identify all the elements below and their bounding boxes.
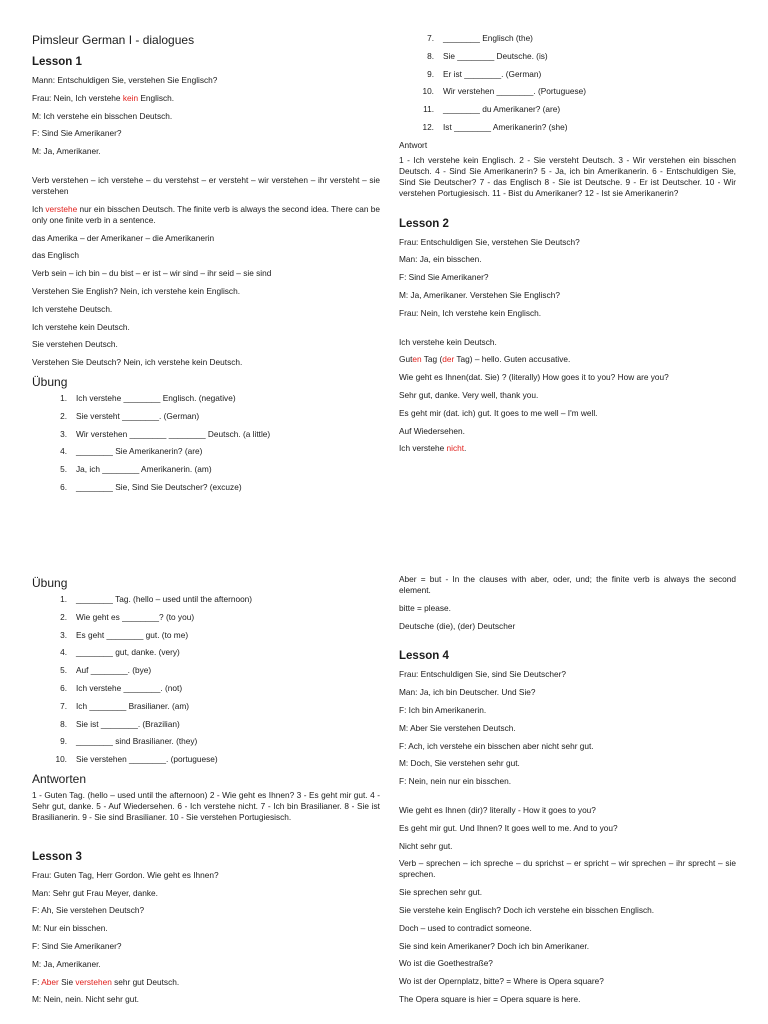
highlight-word: en xyxy=(412,354,422,365)
exercise-list xyxy=(32,393,380,493)
note-line: Wie geht es Ihnen(dat. Sie) ? (literally) How goes it to you? How are you? xyxy=(399,372,669,383)
exercise-item xyxy=(49,612,380,623)
page2-right-column xyxy=(399,574,736,1012)
note-line: bitte = please. xyxy=(399,602,451,613)
note-line: das Englisch xyxy=(32,250,80,261)
dialog-line xyxy=(32,93,380,104)
dialog-line: Frau: Entschuldigen Sie, sind Sie Deutscher? xyxy=(399,669,566,680)
highlight-word: verstehen xyxy=(75,976,112,987)
document-page-2 xyxy=(0,568,768,1024)
exercise-item xyxy=(49,594,380,605)
dialog-line: M: Ich verstehe ein bisschen Deutsch. xyxy=(32,110,173,121)
highlight-word: verstehe xyxy=(45,203,78,214)
note-line: Auf Wiedersehen. xyxy=(399,425,465,436)
note-line: Wo ist die Goethestraße? xyxy=(399,958,493,969)
exercise-item xyxy=(416,104,736,115)
exercise-item xyxy=(416,122,736,133)
note-line: The Opera square is hier = Opera square is here. xyxy=(399,993,581,1004)
exercise-text: Ich ________ Brasilianer. (am) xyxy=(76,700,189,711)
text-span: Tag ( xyxy=(421,354,443,365)
text-span: Sie xyxy=(58,976,76,987)
finite-verb-note xyxy=(32,204,380,226)
exercise-text: ________ Englisch (the) xyxy=(443,33,533,43)
note-line: Deutsche (die), (der) Deutscher xyxy=(399,620,516,631)
exercise-text: Auf ________. (bye) xyxy=(76,665,152,676)
page1-right-column xyxy=(399,33,736,461)
exercise-text: ________ Sie Amerikanerin? (are) xyxy=(76,446,203,457)
exercise-item xyxy=(416,51,736,62)
exercise-item xyxy=(49,719,380,730)
guten-tag-note xyxy=(399,354,736,365)
exercise-text: Sie ________ Deutsche. (is) xyxy=(443,50,548,61)
note-line: Wie geht es Ihnen (dir)? literally - How it goes to you? xyxy=(399,804,596,815)
note-line: Es geht mir (dat. ich) gut. It goes to me well – I'm well. xyxy=(399,407,598,418)
exercise-item xyxy=(416,69,736,80)
exercise-text: ________ sind Brasilianer. (they) xyxy=(76,736,198,747)
exercise-number: 2. xyxy=(60,611,67,622)
exercise-number: 9. xyxy=(427,68,434,79)
dialog-line: Man: Ja, ein bisschen. xyxy=(399,254,482,265)
exercise-number: 5. xyxy=(60,665,67,676)
dialog-line: F: Ach, ich verstehe ein bisschen aber nicht sehr gut. xyxy=(399,740,594,751)
exercise-item xyxy=(416,33,736,44)
dialog-line: M: Ja, Amerikaner. xyxy=(32,146,101,157)
exercise-item xyxy=(49,701,380,712)
text-span: Tag) – hello. Guten accusative. xyxy=(454,354,571,365)
dialog-line: M: Ja, Amerikaner. Verstehen Sie Englisch? xyxy=(399,289,560,300)
text-span: Ich xyxy=(32,203,46,214)
exercise-item xyxy=(49,464,380,475)
note-line: Sie verstehe kein Englisch? Doch ich verstehe ein bisschen Englisch. xyxy=(399,904,655,915)
answer-text: 1 - Guten Tag. (hello – used until the afternoon) 2 - Wie geht es Ihnen? 3 - Es geht mir gut. 4 - Sehr gut, danke. 5 - Auf Wiedersehen. 6 - Ich verstehe nicht. 7 - Ich bin Brasilianer. 8 - Sie ist Brasilianerin. 9 - Sie sind Brasilianer. 10 - Sie verstehen Portugiesisch. xyxy=(32,789,380,822)
document-title: Pimsleur German I - dialogues xyxy=(32,33,195,47)
text-span: nur ein bisschen Deutsch. The finite verb is always the second idea. There can be only one finite verb in a sentence. xyxy=(32,203,381,225)
note-line: Verstehen Sie English? Nein, ich verstehe kein Englisch. xyxy=(32,285,241,296)
dialog-line: F: Ich bin Amerikanerin. xyxy=(399,704,487,715)
exercise-text: Ich verstehe ________. (not) xyxy=(76,682,183,693)
highlight-word: der xyxy=(442,354,455,365)
exercise-number: 2. xyxy=(60,410,67,421)
exercise-item xyxy=(49,630,380,641)
exercise-number: 8. xyxy=(60,718,67,729)
lesson-2-heading: Lesson 2 xyxy=(399,217,449,230)
answer-label: Antwort xyxy=(399,139,428,150)
exercise-number: 3. xyxy=(60,428,67,439)
dialog-line xyxy=(32,977,380,988)
exercise-item xyxy=(49,411,380,422)
highlight-word: nicht xyxy=(446,443,465,454)
exercise-item xyxy=(49,736,380,747)
exercise-item xyxy=(49,393,380,404)
exercise-number: 5. xyxy=(60,464,67,475)
exercise-item xyxy=(49,665,380,676)
exercise-item xyxy=(49,482,380,493)
dialog-line: F: Sind Sie Amerikaner? xyxy=(399,272,489,283)
dialog-line: M: Nur ein bisschen. xyxy=(32,923,108,934)
exercise-text: Wir verstehen ________. (Portuguese) xyxy=(443,86,586,97)
note-line: Nicht sehr gut. xyxy=(399,840,453,851)
text-span: . xyxy=(464,443,467,454)
exercise-text: Ja, ich ________ Amerikanerin. (am) xyxy=(76,464,212,475)
dialog-line: M: Aber Sie verstehen Deutsch. xyxy=(399,722,516,733)
note-line: Sehr gut, danke. Very well, thank you. xyxy=(399,389,539,400)
dialog-line: F: Ah, Sie verstehen Deutsch? xyxy=(32,905,145,916)
exercise-item xyxy=(49,429,380,440)
exercise-list xyxy=(32,594,380,765)
note-line: Verb sein – ich bin – du bist – er ist – wir sind – ihr seid – sie sind xyxy=(32,268,272,279)
note-line: Sie verstehen Deutsch. xyxy=(32,339,118,350)
dialog-line: F: Sind Sie Amerikaner? xyxy=(32,940,122,951)
note-line: Verstehen Sie Deutsch? Nein, ich verstehe kein Deutsch. xyxy=(32,357,243,368)
exercise-text: ________ Sie, Sind Sie Deutscher? (excuze) xyxy=(76,481,242,492)
dialog-line: Frau: Entschuldigen Sie, verstehen Sie Deutsch? xyxy=(399,236,580,247)
verb-conjugation-note: Verb verstehen – ich verstehe – du verstehst – er versteht – wir verstehen – ihr versteht – sie verstehen xyxy=(32,174,380,196)
exercise-number: 7. xyxy=(427,33,434,43)
exercise-item xyxy=(49,647,380,658)
exercise-number: 9. xyxy=(60,736,67,747)
dialog-line: Frau: Guten Tag, Herr Gordon. Wie geht es Ihnen? xyxy=(32,869,219,880)
exercise-number: 1. xyxy=(60,392,67,403)
exercise-text: Er ist ________. (German) xyxy=(443,68,542,79)
exercise-number: 12. xyxy=(422,121,434,132)
dialog-line: Frau: Nein, Ich verstehe kein Englisch. xyxy=(399,307,542,318)
exercise-number: 1. xyxy=(60,594,67,604)
note-line: Doch – used to contradict someone. xyxy=(399,922,532,933)
exercise-number: 7. xyxy=(60,700,67,711)
note-line: Ich verstehe kein Deutsch. xyxy=(399,336,497,347)
lesson-3-heading: Lesson 3 xyxy=(32,850,82,863)
exercise-text: Wir verstehen ________ ________ Deutsch. (a little) xyxy=(76,428,271,439)
note-line: Sie sind kein Amerikaner? Doch ich bin Amerikaner. xyxy=(399,940,590,951)
exercise-text: ________ Tag. (hello – used until the afternoon) xyxy=(76,594,253,604)
exercise-number: 3. xyxy=(60,629,67,640)
exercise-number: 10. xyxy=(422,86,434,97)
exercise-text: Ich verstehe ________ Englisch. (negative) xyxy=(76,392,236,403)
note-line: das Amerika – der Amerikaner – die Amerikanerin xyxy=(32,232,215,243)
dialog-line: M: Doch, Sie verstehen sehr gut. xyxy=(399,758,520,769)
text-span: Ich verstehe xyxy=(399,443,447,454)
exercise-number: 4. xyxy=(60,446,67,457)
page1-left-column xyxy=(32,33,380,500)
note-line: Sie sprechen sehr gut. xyxy=(399,887,483,898)
dialog-line: M: Ja, Amerikaner. xyxy=(32,958,101,969)
answer-text: 1 - Ich verstehe kein Englisch. 2 - Sie versteht Deutsch. 3 - Wir verstehen ein bisschen Deutsch. 4 - Sind Sie Amerikanerin? 5 - Ja, ich bin Amerikanerin. 6 - Entschuldigen Sie, Sind Sie Deutscher? 7 - das Englisch 8 - Sie ist Deutsche. 9 - Er ist Deutscher. 10 - Wir verstehen Portugiesisch. 11 - Bist du Amerikaner? 12 - Ist sie Amerikanerin? xyxy=(399,154,736,198)
text-span: Englisch. xyxy=(138,92,175,103)
lesson-4-heading: Lesson 4 xyxy=(399,650,449,663)
exercise-number: 4. xyxy=(60,647,67,658)
exercise-number: 8. xyxy=(427,50,434,61)
exercise-text: Es geht ________ gut. (to me) xyxy=(76,629,189,640)
note-line: Ich verstehe Deutsch. xyxy=(32,303,113,314)
nicht-note xyxy=(399,443,736,454)
exercise-item xyxy=(49,754,380,765)
text-span: Frau: Nein, Ich verstehe xyxy=(32,92,123,103)
exercise-item xyxy=(49,683,380,694)
dialog-line: F: Nein, nein nur ein bisschen. xyxy=(399,776,512,787)
highlight-word: kein xyxy=(122,92,139,103)
exercise-text: ________ du Amerikaner? (are) xyxy=(443,104,561,115)
exercise-number: 10. xyxy=(55,754,67,765)
aber-note: Aber = but - In the clauses with aber, oder, und; the finite verb is always the second element. xyxy=(399,574,736,595)
exercise-item xyxy=(416,86,736,97)
answers-heading: Antworten xyxy=(32,771,87,786)
text-span: Gut xyxy=(399,354,413,365)
exercise-number: 6. xyxy=(60,481,67,492)
note-line: Es geht mir gut. Und Ihnen? It goes well to me. And to you? xyxy=(399,822,618,833)
lesson-1-heading: Lesson 1 xyxy=(32,56,82,68)
exercise-item xyxy=(49,446,380,457)
exercise-number: 6. xyxy=(60,682,67,693)
exercise-text: ________ gut, danke. (very) xyxy=(76,647,180,658)
exercise-text: Sie ist ________. (Brazilian) xyxy=(76,718,180,729)
dialog-line: Man: Ja, ich bin Deutscher. Und Sie? xyxy=(399,687,536,698)
dialog-line: M: Nein, nein. Nicht sehr gut. xyxy=(32,994,139,1005)
dialog-line: Man: Sehr gut Frau Meyer, danke. xyxy=(32,887,158,898)
exercise-text: Sie verstehen ________. (portuguese) xyxy=(76,754,218,765)
page2-left-column xyxy=(32,576,380,1012)
exercise-list-continued xyxy=(399,33,736,133)
dialog-line: F: Sind Sie Amerikaner? xyxy=(32,128,122,139)
highlight-word: Aber xyxy=(41,976,59,987)
exercise-text: Ist ________ Amerikanerin? (she) xyxy=(443,121,568,132)
exercise-heading: Übung xyxy=(32,374,68,389)
exercise-text: Wie geht es ________? (to you) xyxy=(76,611,195,622)
exercise-heading: Übung xyxy=(32,576,68,590)
text-span: F: xyxy=(32,976,42,987)
text-span: sehr gut Deutsch. xyxy=(111,976,180,987)
verb-conjugation-note: Verb – sprechen – ich spreche – du sprichst – er spricht – wir sprechen – ihr sprecht – sie sprechen. xyxy=(399,858,736,880)
dialog-line: Mann: Entschuldigen Sie, verstehen Sie Englisch? xyxy=(32,75,218,85)
exercise-text: Sie versteht ________. (German) xyxy=(76,410,200,421)
note-line: Wo ist der Opernplatz, bitte? = Where is Opera square? xyxy=(399,976,604,987)
note-line: Ich verstehe kein Deutsch. xyxy=(32,321,130,332)
exercise-number: 11. xyxy=(423,104,434,115)
